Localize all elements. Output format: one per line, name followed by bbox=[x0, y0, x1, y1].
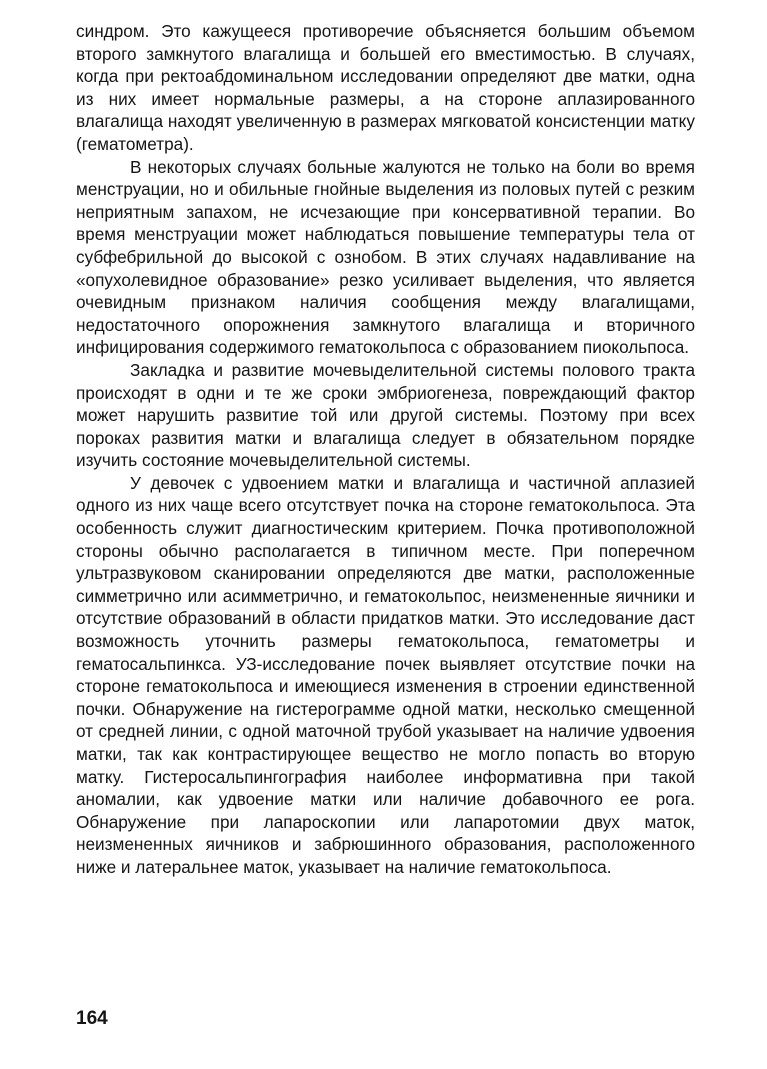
paragraph-continuation: синдром. Это кажущееся противоречие объясняется большим объемом второго замкнутого влагалища и большей его вместимостью. В случаях, когда при ректоабдоминальном исследовании определяют две матки, одна из них имеет нормальные размеры, а на стороне аплазированного влагалища находят увеличенную в размерах мягковатой консистенции матку (гематометра). bbox=[76, 21, 695, 154]
paragraph-urinary-system: Закладка и развитие мочевыделительной системы полового тракта происходят в одни и те же сроки эмбриогенеза, повреждающий фактор может нарушить развитие той или другой системы. Поэтому при всех пороках развития матки и влагалища следует в обязательном порядке изучить состояние мочевыделительной системы. bbox=[76, 359, 695, 471]
page-body bbox=[76, 20, 695, 879]
page-number: 164 bbox=[76, 1008, 108, 1029]
paragraph-symptoms: В некоторых случаях больные жалуются не только на боли во время менструации, но и обильные гнойные выделения из половых путей с резким неприятным запахом, не исчезающие при консервативной терапии. Во время менструации может наблюдаться повышение температуры тела от субфебрильной до высокой с ознобом. В этих случаях надавливание на «опухолевидное образование» резко усиливает выделения, что является очевидным признаком наличия сообщения между влагалищами, недостаточного опорожнения замкнутого влагалища и вторичного инфицирования содержимого гематокольпоса с образованием пиокольпоса. bbox=[76, 156, 695, 358]
paragraph-diagnostics: У девочек с удвоением матки и влагалища и частичной аплазией одного из них чаще всего отсутствует почка на стороне гематокольпоса. Эта особенность служит диагностическим критерием. Почка противоположной стороны обычно располагается в типичном месте. При поперечном ультразвуковом сканировании определяются две матки, расположенные симметрично или асимметрично, и гематокольпос, неизмененные яичники и отсутствие образований в области придатков матки. Это исследование даст возможность уточнить размеры гематокольпоса, гематометры и гематосальпинкса. УЗ-исследование почек выявляет отсутствие почки на стороне гематокольпоса и имеющиеся изменения в строении единственной почки. Обнаружение на гистерограмме одной матки, несколько смещенной от средней линии, с одной маточной трубой указывает на наличие удвоения матки, так как контрастирующее вещество не могло попасть во вторую матку. Гистеросальпингография наиболее информативна при такой аномалии, как удвоение матки или наличие добавочного ее рога. Обнаружение при лапароскопии или лапаротомии двух маток, неизмененных яичников и забрюшинного образования, расположенного ниже и латеральнее маток, указывает на наличие гематокольпоса. bbox=[76, 472, 695, 877]
